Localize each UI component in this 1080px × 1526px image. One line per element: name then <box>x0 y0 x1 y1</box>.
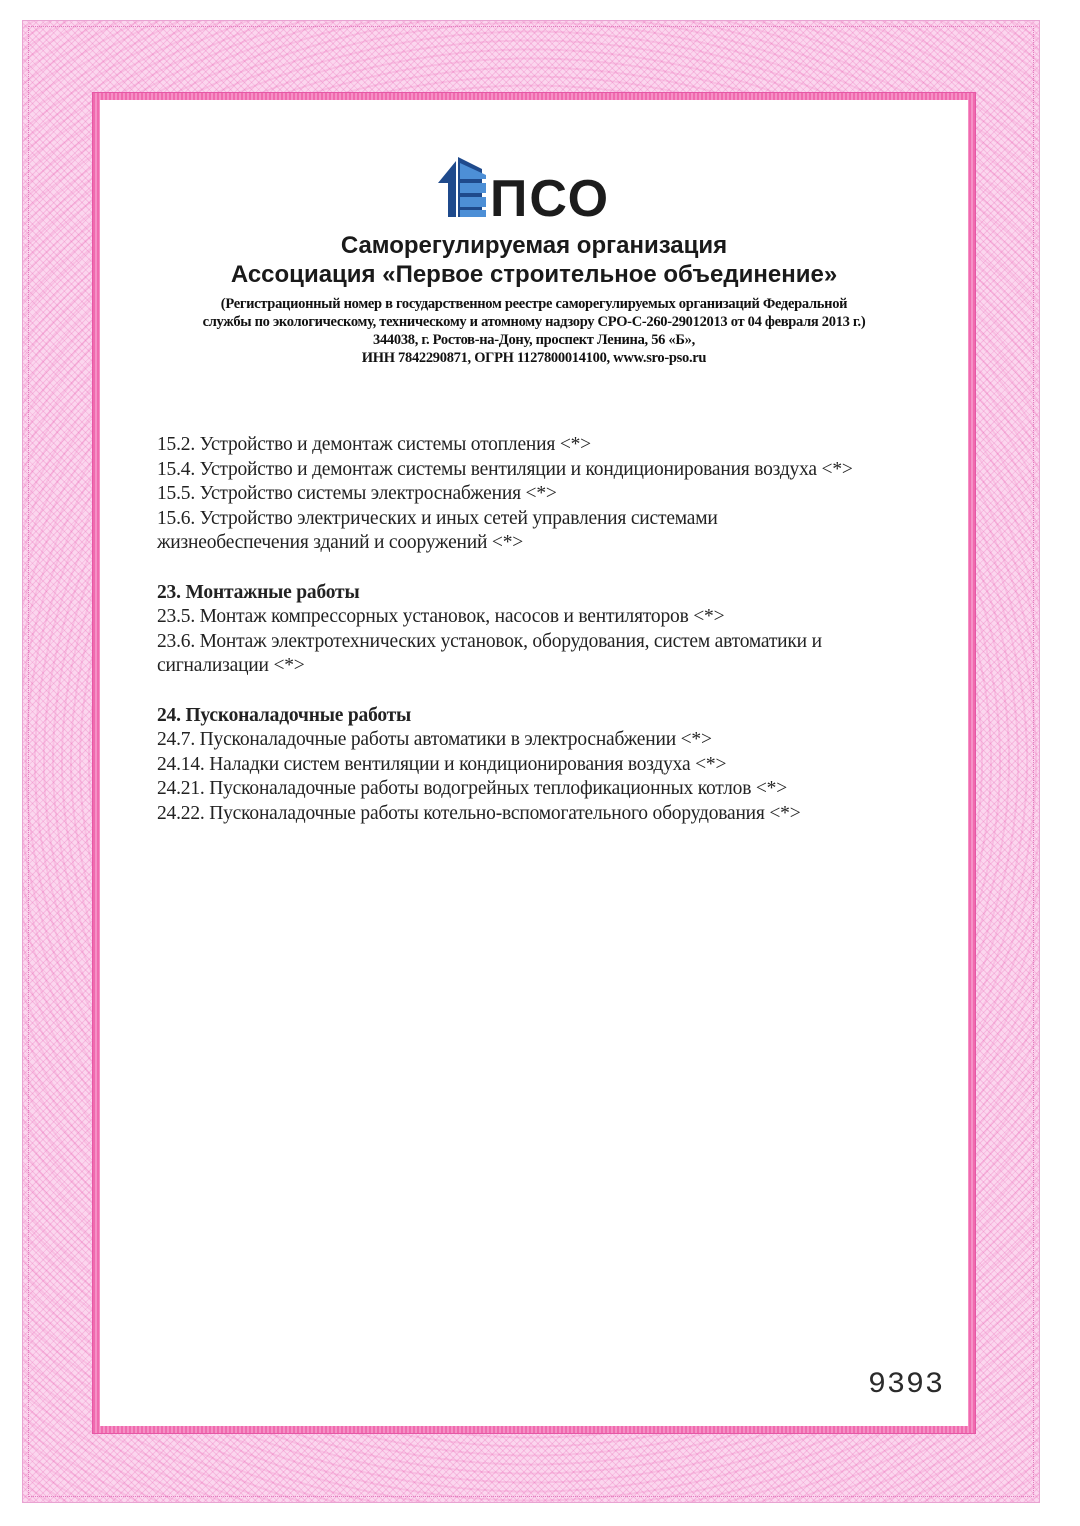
list-item: 24.21. Пусконаладочные работы водогрейных теплофикационных котлов <*> <box>157 778 788 799</box>
logo-text: ПСО <box>490 170 611 219</box>
section-15 <box>157 433 967 556</box>
list-item: 23.5. Монтаж компрессорных установок, насосов и вентиляторов <*> <box>157 606 725 627</box>
list-item: 15.6. Устройство электрических и иных сетей управления системами <box>157 507 718 529</box>
list-item: 15.2. Устройство и демонтаж системы отопления <*> <box>157 434 591 455</box>
list-item: 24.7. Пусконаладочные работы автоматики в электроснабжении <*> <box>157 729 712 750</box>
work-types-list <box>157 433 967 826</box>
registration-info <box>110 295 958 367</box>
section-heading: 23. Монтажные работы <box>157 581 360 603</box>
org-title-line1: Саморегулируемая организация <box>340 232 728 259</box>
list-item: 23.6. Монтаж электротехнических установок, оборудования, систем автоматики и <box>157 630 822 652</box>
list-item: 15.5. Устройство системы электроснабжения <*> <box>157 483 557 504</box>
org-title-line2: Ассоциация «Первое строительное объединение» <box>230 261 838 288</box>
list-item: 15.4. Устройство и демонтаж системы вентиляции и кондиционирования воздуха <*> <box>157 458 853 480</box>
building-arrow-logo-icon <box>438 157 486 217</box>
list-item: 24.22. Пусконаладочные работы котельно-вспомогательного оборудования <*> <box>157 802 801 824</box>
list-item-continuation: сигнализации <*> <box>157 655 305 676</box>
pso-logo <box>438 155 638 219</box>
list-item-continuation: жизнеобеспечения зданий и сооружений <*> <box>157 532 524 553</box>
list-item: 24.14. Наладки систем вентиляции и кондиционирования воздуха <*> <box>157 753 727 775</box>
section-heading: 24. Пусконаладочные работы <box>157 704 412 726</box>
registration-line: (Регистрационный номер в государственном реестре саморегулируемых организаций Федеральной <box>220 296 848 312</box>
inn-ogrn-line: ИНН 7842290871, ОГРН 1127800014100, www.sro-pso.ru <box>361 350 707 366</box>
serial-number: 9393 <box>868 1368 945 1402</box>
registration-line: службы по экологическому, техническому и атомному надзору СРО-С-260-29012013 от 04 февраля 2013 г.) <box>202 314 866 330</box>
address-line: 344038, г. Ростов-на-Дону, проспект Ленина, 56 «Б», <box>373 332 695 348</box>
section-24 <box>157 704 967 827</box>
section-23 <box>157 581 967 679</box>
